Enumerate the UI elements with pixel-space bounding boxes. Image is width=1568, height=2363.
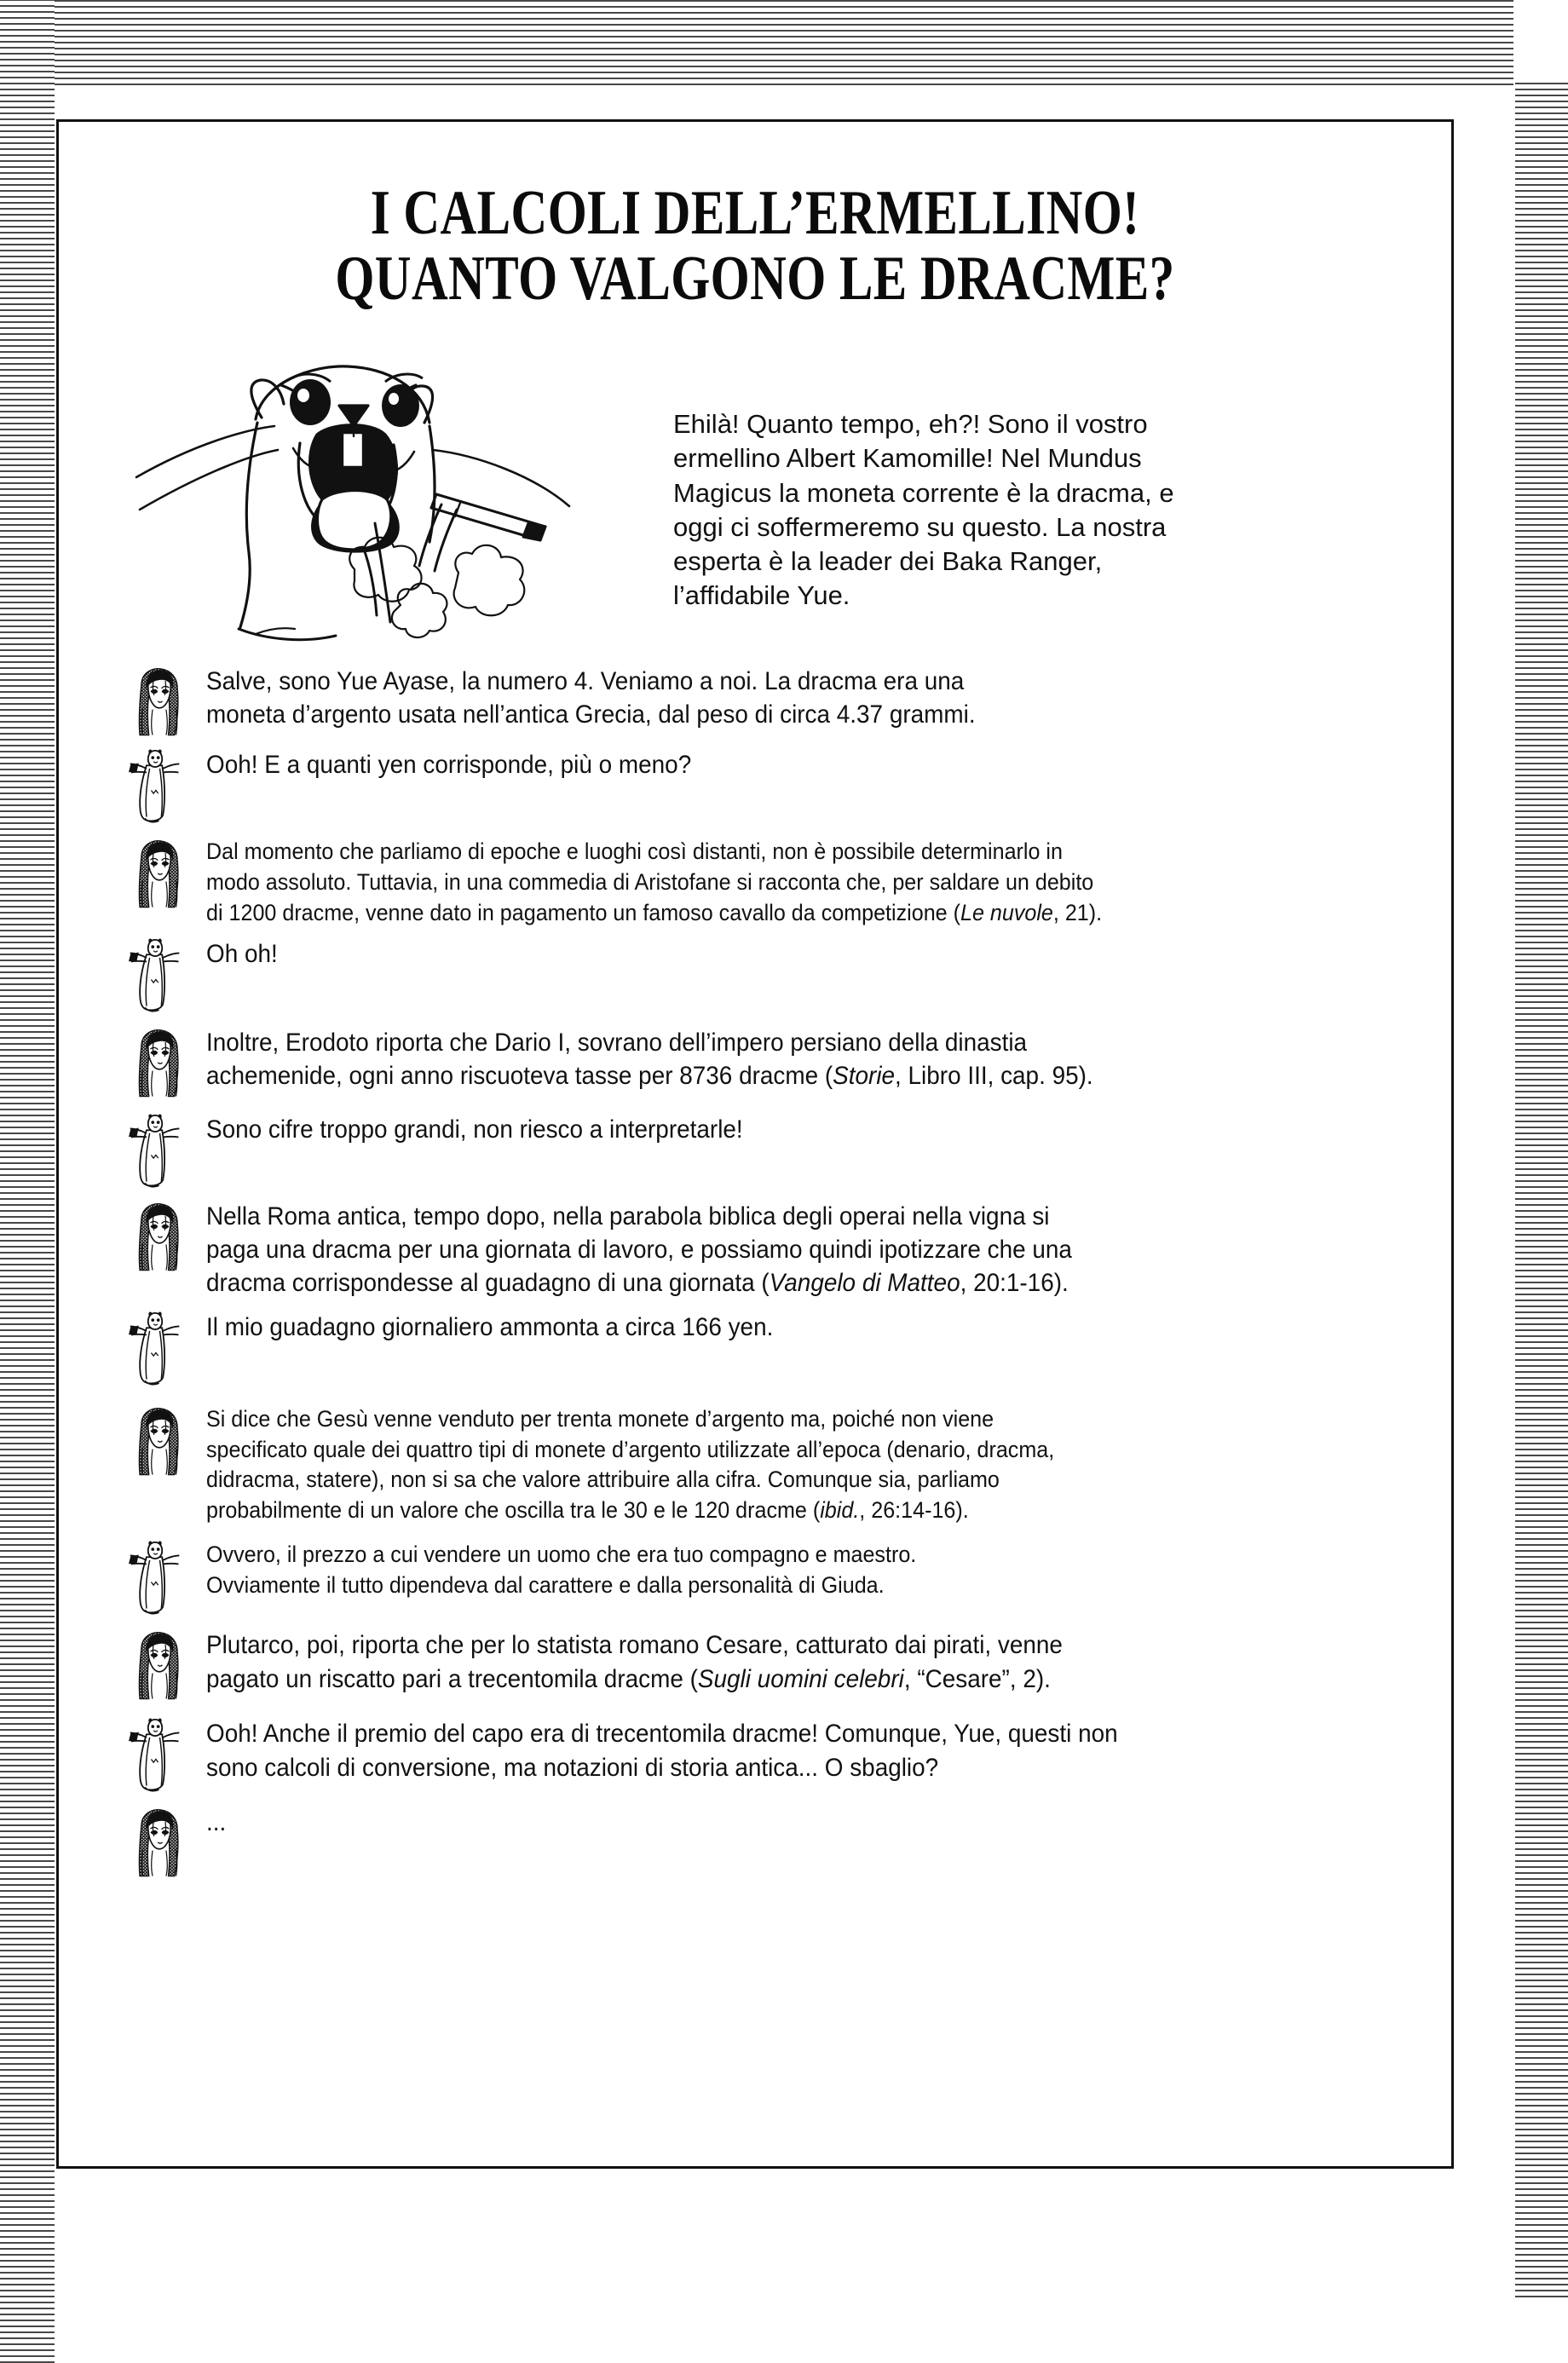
dialogue-row (128, 1026, 1440, 1101)
kamo-portrait-icon (128, 1311, 199, 1386)
yue-portrait-icon (128, 1628, 191, 1700)
dialogue-line: Si dice che Gesù venne venduto per trenta monete d’argento ma, poiché non viene (206, 1405, 994, 1432)
page-title-line-2: QUANTO VALGONO LE DRACME? (335, 244, 1175, 314)
yue-portrait-icon (128, 1806, 191, 1877)
dialogue-line: didracma, statere), non si sa che valore attribuire alla cifra. Comunque sia, parliamo (206, 1467, 1000, 1493)
dialogue-text (199, 1806, 1440, 1839)
kamo-portrait-icon (128, 1540, 182, 1615)
yue-portrait-icon (128, 1628, 199, 1703)
dialogue-line: sono calcoli di conversione, ma notazioni di storia antica... O sbaglio? (206, 1753, 939, 1782)
dialogue-line: di 1200 dracme, venne dato in pagamento un famoso cavallo da competizione (Le nuvole, 21). (206, 899, 1103, 925)
kamo-portrait-icon (128, 1311, 182, 1386)
dialogue-line: Il mio guadagno giornaliero ammonta a circa 166 yen. (206, 1312, 774, 1341)
dialogue-line: specificato quale dei quattro tipi di monete d’argento utilizzate all’epoca (denario, dracma, (206, 1436, 1055, 1462)
dialogue-row (128, 1311, 1440, 1386)
yue-portrait-icon (128, 1026, 199, 1101)
intro-speech-line: Magicus la moneta corrente è la dracma, e (673, 477, 1174, 508)
intro-speech-line: oggi ci soffermeremo su questo. La nostra (673, 511, 1167, 542)
yue-portrait-icon (128, 837, 199, 912)
dialogue-line: Inoltre, Erodoto riporta che Dario I, sovrano dell’impero persiano della dinastia (206, 1028, 1028, 1057)
dialogue-row (128, 1717, 1440, 1792)
intro-speech-line: Ehilà! Quanto tempo, eh?! Sono il vostro (673, 409, 1148, 439)
dialogue-row (128, 665, 1440, 740)
dialogue-text (199, 1113, 1440, 1146)
kamo-portrait-icon (128, 1540, 199, 1615)
dialogue-text (199, 1026, 1440, 1093)
dialogue-line: Ovviamente il tutto dipendeva dal carattere e dalla personalità di Giuda. (206, 1572, 885, 1599)
page-texture-right (1515, 82, 1568, 2297)
dialogue-text (199, 937, 1440, 971)
yue-portrait-icon (128, 1404, 191, 1476)
ermine-with-cigarette-illustration (119, 341, 597, 648)
dialogue-line: moneta d’argento usata nell’antica Grecia, dal peso di circa 4.37 grammi. (206, 700, 976, 729)
dialogue-line: probabilmente di un valore che oscilla tra le 30 e le 120 dracme (ibid., 26:14-16). (206, 1497, 969, 1524)
yue-portrait-icon (128, 1200, 199, 1275)
yue-portrait-icon (128, 1404, 199, 1479)
dialogue-row (128, 748, 1440, 823)
dialogue-line: Salve, sono Yue Ayase, la numero 4. Veniamo a noi. La dracma era una (206, 667, 965, 695)
dialogue-row (128, 1200, 1440, 1300)
dialogue-row (128, 1628, 1440, 1703)
dialogue-line: Ovvero, il prezzo a cui vendere un uomo che era tuo compagno e maestro. (206, 1542, 917, 1568)
dialogue-line: Ooh! E a quanti yen corrisponde, più o meno? (206, 751, 692, 779)
kamo-portrait-icon (128, 937, 182, 1012)
yue-portrait-icon (128, 1026, 191, 1098)
kamo-portrait-icon (128, 748, 199, 823)
page-texture-top (55, 0, 1513, 85)
yue-portrait-icon (128, 665, 199, 740)
kamo-portrait-icon (128, 1113, 199, 1188)
dialogue-list (128, 665, 1440, 1881)
intro-speech (673, 407, 1355, 614)
dialogue-line: Nella Roma antica, tempo dopo, nella parabola biblica degli operai nella vigna si (206, 1202, 1050, 1230)
dialogue-line: pagato un riscatto pari a trecentomila dracme (Sugli uomini celebri, “Cesare”, 2). (206, 1664, 1051, 1693)
dialogue-text (199, 1540, 1440, 1601)
yue-portrait-icon (128, 665, 191, 736)
dialogue-text (199, 1311, 1440, 1344)
dialogue-line: Oh oh! (206, 939, 278, 968)
page-texture-left (0, 0, 55, 2363)
dialogue-row (128, 837, 1440, 929)
intro-speech-line: ermellino Albert Kamomille! Nel Mundus (673, 443, 1142, 474)
dialogue-text (199, 665, 1440, 732)
dialogue-line: paga una dracma per una giornata di lavoro, e possiamo quindi ipotizzare che una (206, 1236, 1072, 1265)
dialogue-row (128, 1540, 1440, 1615)
kamo-portrait-icon (128, 1717, 199, 1792)
dialogue-line: Dal momento che parliamo di epoche e luoghi così distanti, non è possibile determinarlo in (206, 839, 1063, 864)
intro-speech-line: esperta è la leader dei Baka Ranger, (673, 546, 1103, 577)
yue-portrait-icon (128, 1806, 199, 1881)
dialogue-line: modo assoluto. Tuttavia, in una commedia di Aristofane si racconta che, per saldare un debito (206, 868, 1094, 895)
dialogue-text (199, 748, 1440, 781)
dialogue-row (128, 1113, 1440, 1188)
page-title-line-1: I CALCOLI DELL’ERMELLINO! (370, 178, 1140, 248)
kamo-portrait-icon (128, 1717, 182, 1792)
dialogue-row (128, 1404, 1440, 1527)
dialogue-line: Plutarco, poi, riporta che per lo statista romano Cesare, catturato dai pirati, venne (206, 1631, 1063, 1660)
dialogue-line: Sono cifre troppo grandi, non riesco a interpretarle! (206, 1115, 743, 1144)
dialogue-row (128, 1806, 1440, 1881)
dialogue-line: dracma corrispondesse al guadagno di una giornata (Vangelo di Matteo, 20:1-16). (206, 1269, 1069, 1298)
dialogue-line: achemenide, ogni anno riscuoteva tasse per 8736 dracme (Storie, Libro III, cap. 95). (206, 1062, 1093, 1091)
kamo-portrait-icon (128, 748, 182, 823)
yue-portrait-icon (128, 1200, 191, 1271)
dialogue-text (199, 1404, 1440, 1527)
kamo-portrait-icon (128, 1113, 182, 1188)
kamo-portrait-icon (128, 937, 199, 1012)
dialogue-text (199, 1717, 1440, 1784)
dialogue-line: ... (206, 1808, 227, 1837)
yue-portrait-icon (128, 837, 191, 908)
dialogue-text (199, 837, 1440, 929)
dialogue-line: Ooh! Anche il premio del capo era di trecentomila dracme! Comunque, Yue, questi non (206, 1720, 1118, 1749)
dialogue-row (128, 937, 1440, 1012)
dialogue-text (199, 1200, 1440, 1300)
dialogue-text (199, 1628, 1440, 1696)
intro-speech-line: l’affidabile Yue. (673, 580, 850, 611)
